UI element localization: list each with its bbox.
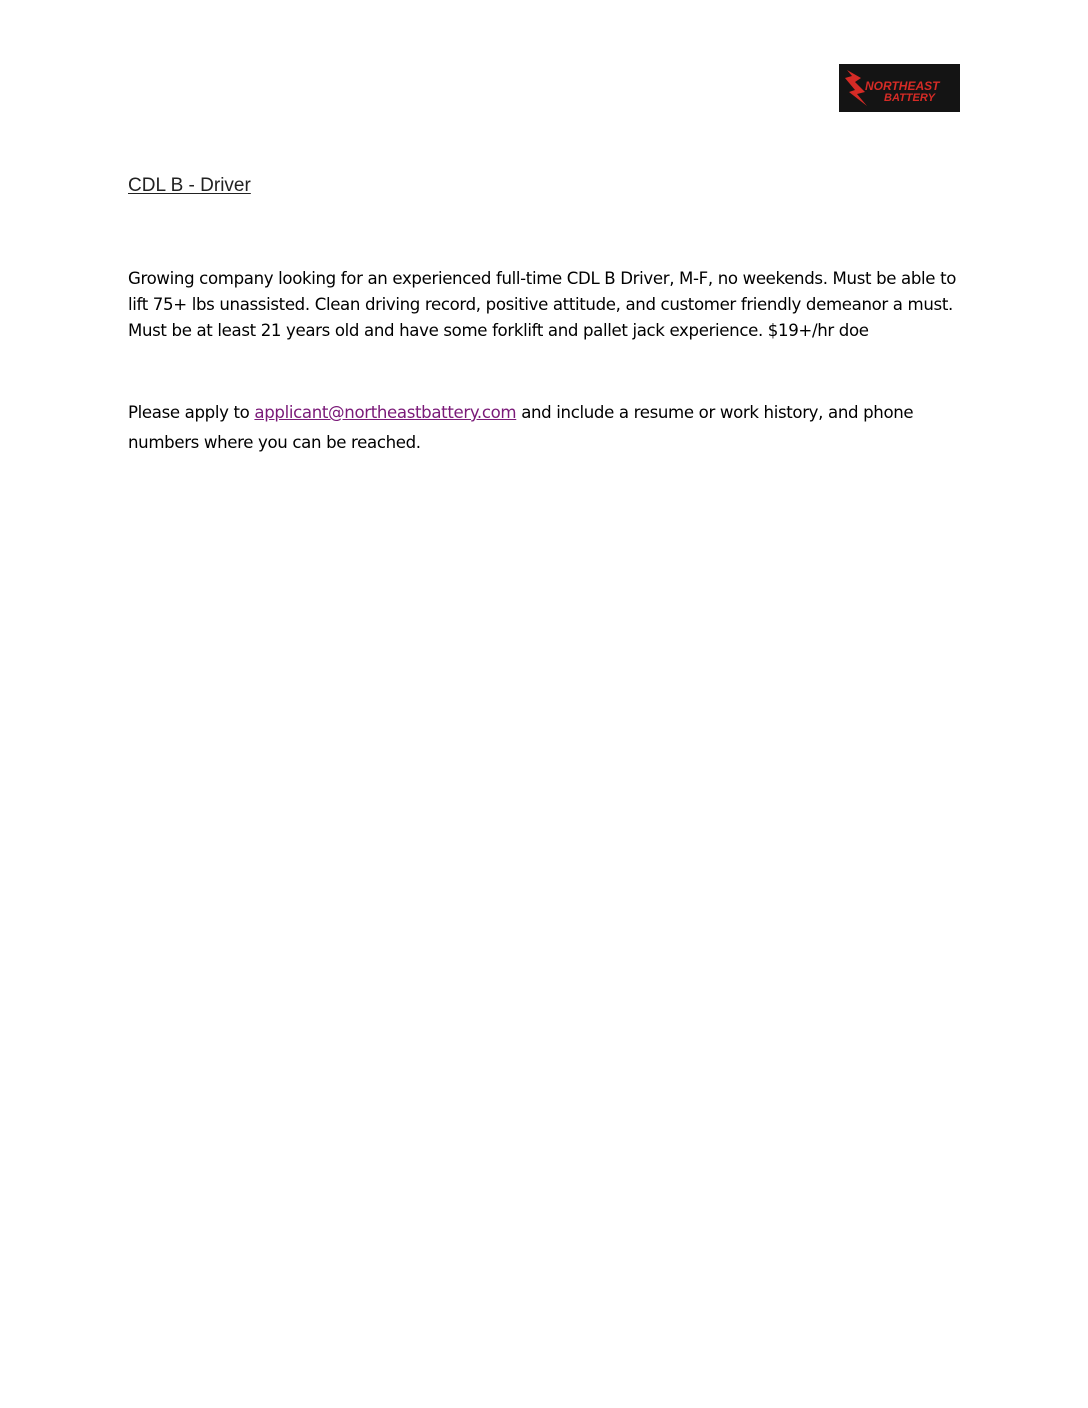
job-title: CDL B - Driver (128, 175, 251, 196)
job-description: Growing company looking for an experienced full-time CDL B Driver, M-F, no weekends. Must be able to lift 75+ lbs unassisted. Clean driving record, positive attitude, and customer friendly demeanor a must. Must be at least 21 years old and have some forklift and pallet jack experience. $19+/hr doe (128, 269, 957, 341)
apply-prefix: Please apply to (128, 403, 250, 422)
apply-suffix: and include a resume or work history, and phone numbers where you can be reached. (128, 403, 914, 452)
company-logo (839, 64, 960, 112)
logo-line-2: BATTERY (884, 92, 935, 104)
email-link[interactable]: applicant@northeastbattery.com (254, 403, 517, 422)
logo-line-1: NORTHEAST (865, 79, 940, 93)
apply-instructions (128, 398, 958, 458)
